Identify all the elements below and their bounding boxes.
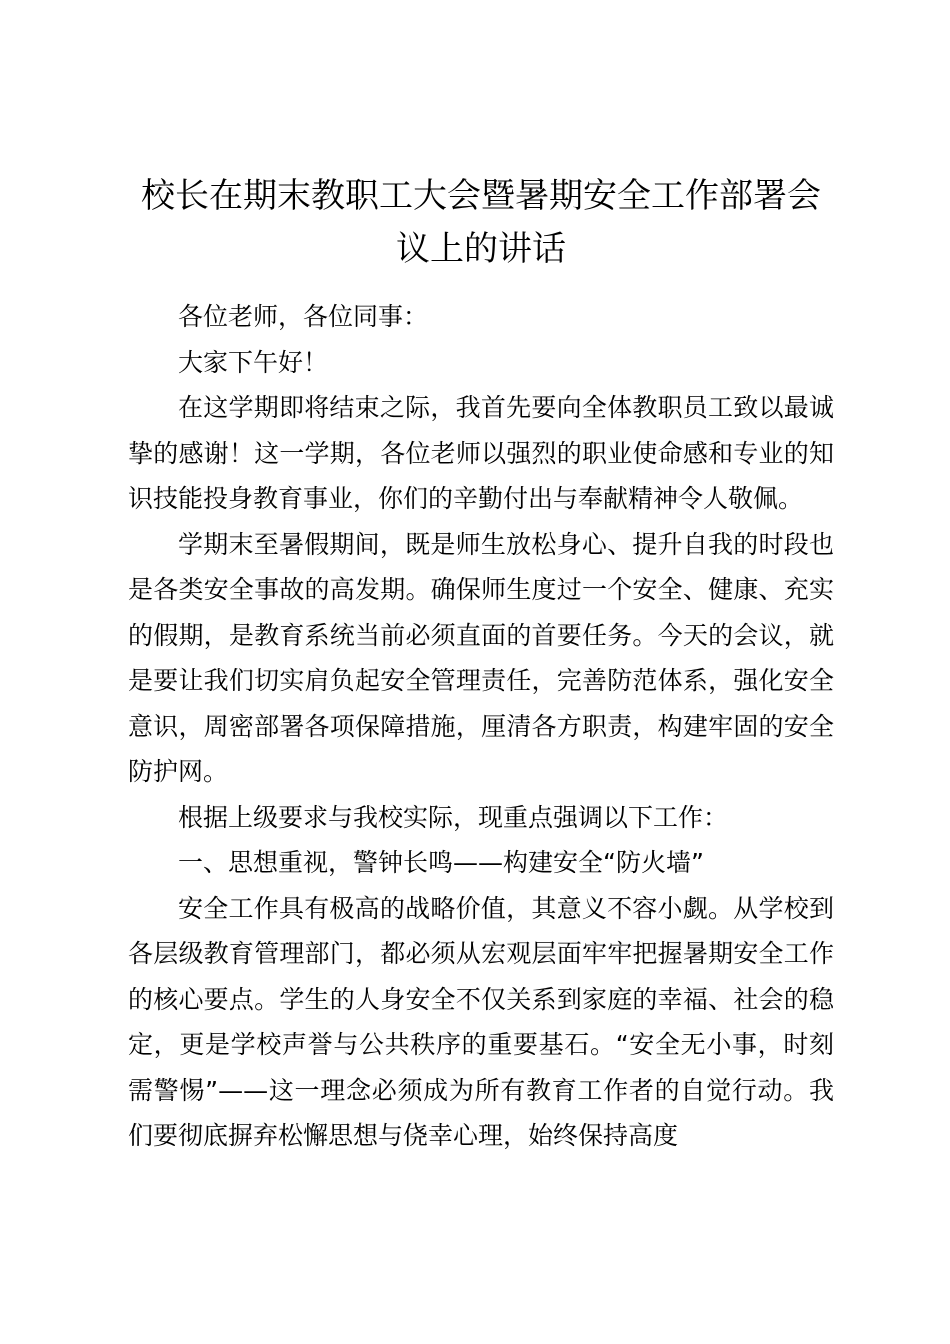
section-heading-1: 一、思想重视，警钟长鸣——构建安全“防火墙” (178, 848, 704, 877)
body-paragraph-requirements: 根据上级要求与我校实际，现重点强调以下工作： (178, 802, 729, 832)
document-title: 校长在期末教职工大会暨暑期安全工作部署会议上的讲话 (141, 176, 821, 269)
body-paragraph-thanks: 在这学期即将结束之际，我首先要向全体教职员工致以最诚挚的感谢！这一学期，各位老师以强烈的职业使命感和专业的知识技能投身教育事业，你们的辛勤付出与奉献精神令人敬佩。 (128, 393, 834, 513)
document-body (128, 170, 834, 1159)
body-paragraph-safety-period: 学期末至暑假期间，既是师生放松身心、提升自我的时段也是各类安全事故的高发期。确保师生度过一个安全、健康、充实的假期，是教育系统当前必须直面的首要任务。今天的会议，就是要让我们切实肩负起安全管理责任，完善防范体系，强化安全意识，周密部署各项保障措施，厘清各方职责，构建牢固的安全防护网。 (128, 529, 834, 786)
salutation: 各位老师，各位同事： (178, 302, 429, 331)
body-paragraph-section-1: 安全工作具有极高的战略价值，其意义不容小觑。从学校到各层级教育管理部门，都必须从宏观层面牢牢把握暑期安全工作的核心要点。学生的人身安全不仅关系到家庭的幸福、社会的稳定，更是学校声誉与公共秩序的重要基石。“安全无小事，时刻需警惕”——这一理念必须成为所有教育工作者的自觉行动。我们要彻底摒弃松懈思想与侥幸心理，始终保持高度 (128, 893, 834, 1150)
greeting: 大家下午好！ (178, 347, 329, 377)
